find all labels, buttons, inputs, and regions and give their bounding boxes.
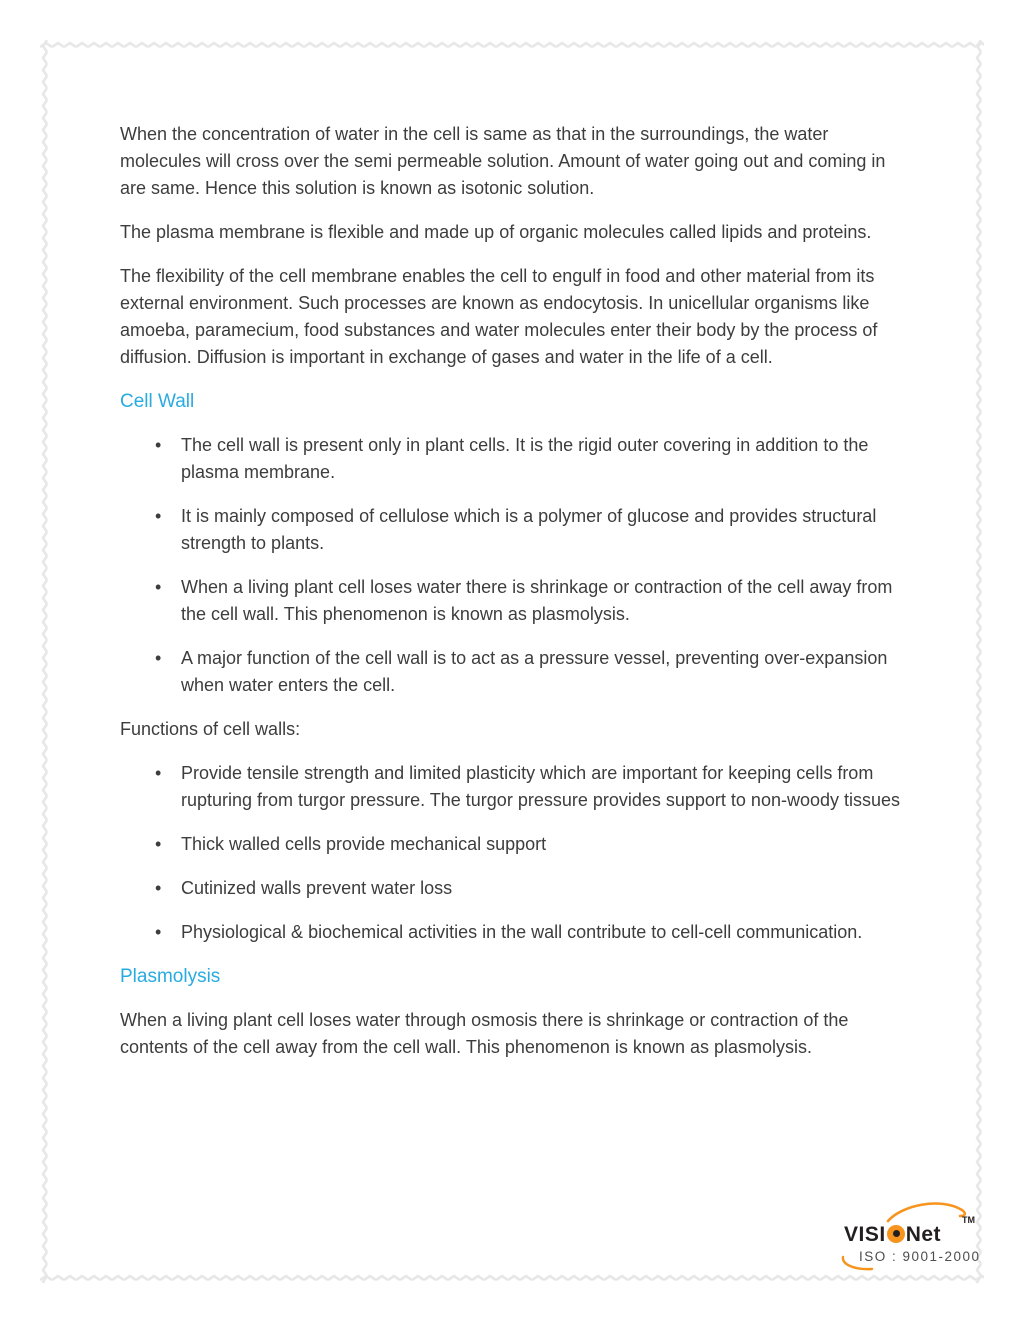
logo-text-visi: VISI [844,1223,886,1246]
paragraph-plasma-membrane: The plasma membrane is flexible and made up of organic molecules called lipids and proteins. [120,222,872,242]
heading-cell-wall: Cell Wall [120,391,195,412]
heading-plasmolysis: Plasmolysis [120,966,221,987]
list-item: • It is mainly composed of cellulose which is a polymer of glucose and provides structural strength to plants. [181,503,903,557]
document-content [120,121,903,1078]
paragraph-functions-intro: Functions of cell walls: [120,719,301,739]
list-item: • A major function of the cell wall is to act as a pressure vessel, preventing over-expansion when water enters the cell. [181,645,903,699]
functions-bullet-list [120,760,903,946]
logo-iso-certification-label: ISO : 9001-2000 [859,1249,981,1264]
list-item: • Physiological & biochemical activities in the wall contribute to cell-cell communication. [181,919,903,946]
list-item: • When a living plant cell loses water there is shrinkage or contraction of the cell away from the cell wall. This phenomenon is known as plasmolysis. [181,574,903,628]
border-zigzag-right [974,40,984,1283]
paragraph-flexibility: The flexibility of the cell membrane enables the cell to engulf in food and other material from its external environment. Such processes are known as endocytosis. In unicellular organisms like amoeba, paramecium, food substances and water molecules enter their body by the process of diffusion. Diffusion is important in exchange of gases and water in the life of a cell. [120,266,878,367]
cell-wall-bullet-list [120,432,903,699]
list-item: • The cell wall is present only in plant cells. It is the rigid outer covering in addition to the plasma membrane. [181,432,903,486]
list-item: • Cutinized walls prevent water loss [181,875,903,902]
list-item: • Provide tensile strength and limited plasticity which are important for keeping cells from rupturing from turgor pressure. The turgor pressure provides support to non-woody tissues [181,760,903,814]
border-zigzag-top [40,40,984,50]
visionet-logo [838,1200,990,1276]
list-item: • Thick walled cells provide mechanical support [181,831,903,858]
border-zigzag-left [40,40,50,1283]
logo-wordmark [844,1224,941,1245]
logo-trademark-label: TM [962,1215,975,1225]
paragraph-isotonic: When the concentration of water in the cell is same as that in the surroundings, the water molecules will cross over the semi permeable solution. Amount of water going out and coming in are same. Hence this solution is known as isotonic solution. [120,124,886,198]
logo-eye-pupil-icon [893,1230,900,1237]
logo-text-net: Net [905,1223,942,1246]
paragraph-plasmolysis: When a living plant cell loses water through osmosis there is shrinkage or contraction of the contents of the cell away from the cell wall. This phenomenon is known as plasmolysis. [120,1010,849,1057]
logo-eye-icon [887,1225,905,1243]
